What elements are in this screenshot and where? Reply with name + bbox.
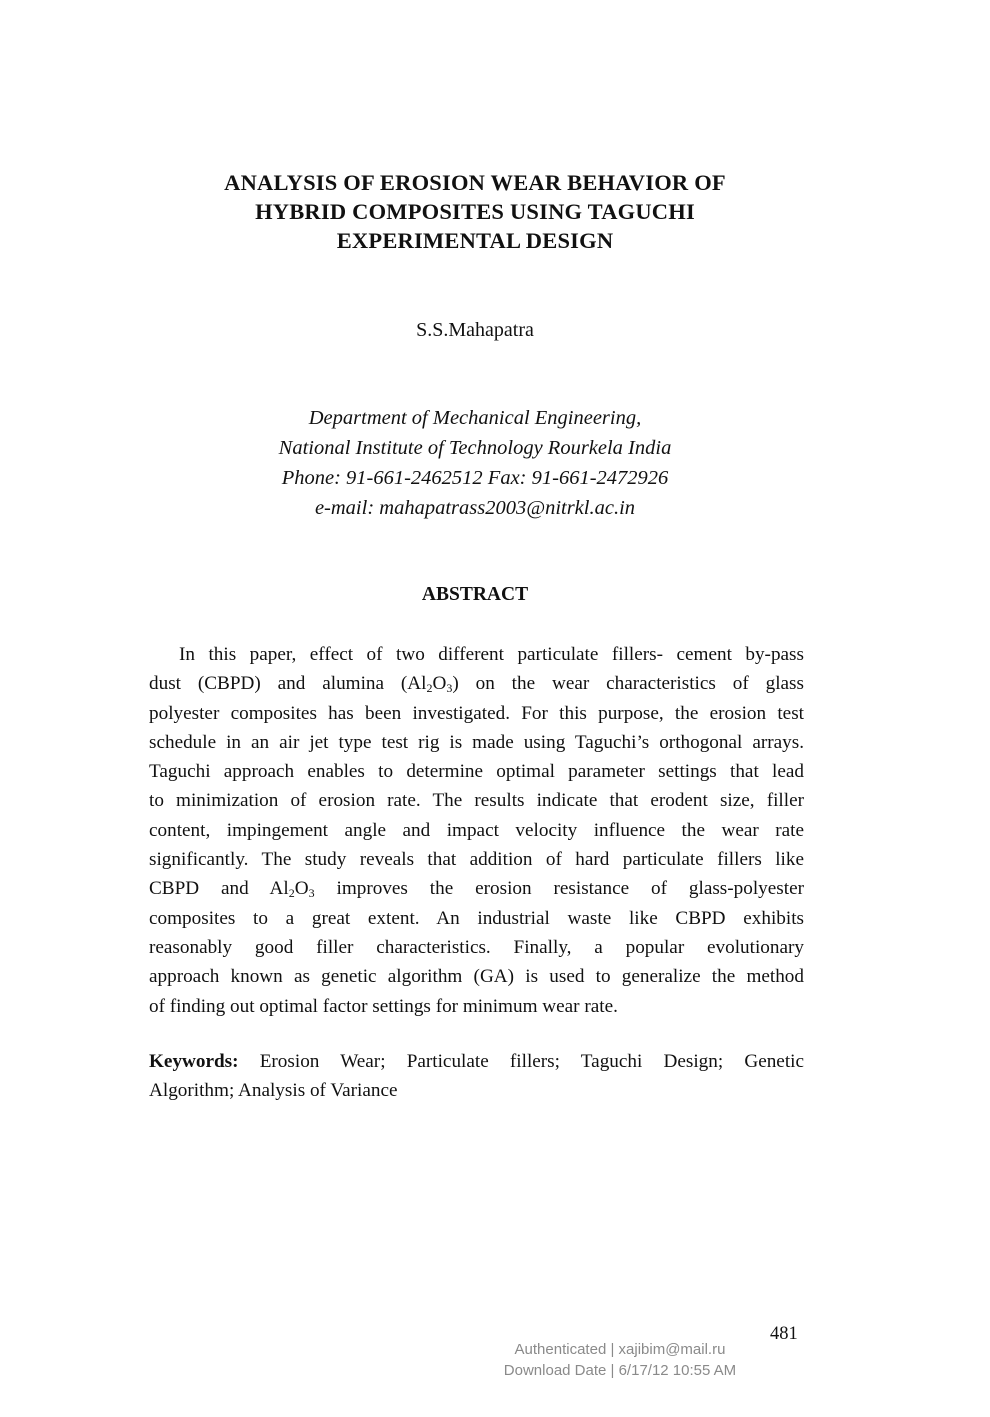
abstract-line: In this paper, effect of two different particulate fillers- cement by-pass: [179, 644, 804, 665]
abstract-text: CBPD and Al: [149, 878, 289, 900]
abstract-text: O: [294, 878, 309, 900]
abstract-line: to minimization of erosion rate. The results indicate that erodent size, filler: [149, 790, 804, 812]
abstract-paragraph: [149, 640, 804, 1021]
authentication-watermark: [470, 1339, 770, 1381]
keywords-text: Erosion Wear; Particulate fillers; Taguchi Design; Genetic: [238, 1051, 804, 1072]
paper-title: [140, 168, 810, 255]
title-line: HYBRID COMPOSITES USING TAGUCHI: [255, 199, 695, 224]
keywords-line: Algorithm; Analysis of Variance: [149, 1080, 398, 1102]
subscript: 2: [426, 681, 433, 696]
title-line: ANALYSIS OF EROSION WEAR BEHAVIOR OF: [224, 170, 726, 195]
subscript: 3: [446, 681, 453, 696]
abstract-line: significantly. The study reveals that addition of hard particulate fillers like: [149, 849, 804, 871]
keywords-paragraph: [149, 1047, 804, 1106]
abstract-line: approach known as genetic algorithm (GA) is used to generalize the method: [149, 966, 804, 988]
abstract-line: [149, 874, 804, 903]
abstract-line: of finding out optimal factor settings for minimum wear rate.: [149, 995, 618, 1017]
abstract-text: ) on the wear characteristics of glass: [452, 673, 804, 695]
abstract-line: reasonably good filler characteristics. Finally, a popular evolutionary: [149, 936, 804, 958]
abstract-line: Taguchi approach enables to determine optimal parameter settings that lead: [149, 761, 804, 783]
abstract-line: [149, 669, 804, 698]
affiliation-department: Department of Mechanical Engineering,: [308, 407, 642, 429]
author-name: S.S.Mahapatra: [416, 319, 534, 341]
title-line: EXPERIMENTAL DESIGN: [336, 228, 614, 253]
subscript: 3: [308, 886, 315, 901]
keywords-label: Keywords:: [149, 1051, 239, 1072]
abstract-heading: ABSTRACT: [421, 584, 529, 605]
subscript: 2: [288, 886, 295, 901]
affiliation-phone-fax: Phone: 91-661-2462512 Fax: 91-661-2472926: [281, 467, 669, 489]
abstract-line: polyester composites has been investigated. For this purpose, the erosion test: [149, 702, 804, 724]
authentication-line: Authenticated | xajibim@mail.ru: [514, 1341, 726, 1358]
download-date-line: Download Date | 6/17/12 10:55 AM: [503, 1362, 737, 1379]
affiliation-block: [140, 403, 810, 523]
page-number: 481: [770, 1324, 798, 1344]
abstract-line: content, impingement angle and impact velocity influence the wear rate: [149, 819, 804, 841]
affiliation-email: e-mail: mahapatrass2003@nitrkl.ac.in: [314, 497, 636, 519]
abstract-text: improves the erosion resistance of glass-polyester: [314, 878, 804, 900]
keywords-line: [149, 1047, 804, 1076]
affiliation-institute: National Institute of Technology Rourkela India: [278, 437, 672, 459]
abstract-line: schedule in an air jet type test rig is made using Taguchi’s orthogonal arrays.: [149, 731, 804, 753]
abstract-text: O: [432, 673, 447, 695]
abstract-line: composites to a great extent. An industrial waste like CBPD exhibits: [149, 907, 804, 929]
abstract-text: dust (CBPD) and alumina (Al: [149, 673, 427, 695]
